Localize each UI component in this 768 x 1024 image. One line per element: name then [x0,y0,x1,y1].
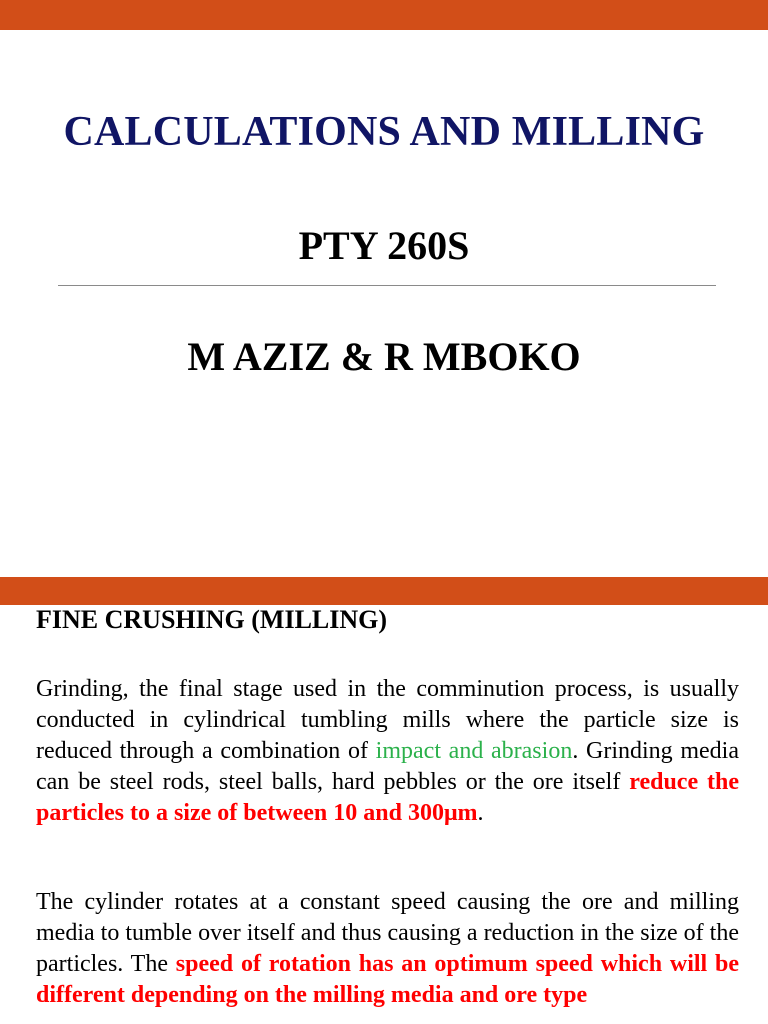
highlight-red: speed of rotation has an optimum speed which will be different depending on the milling media and ore type [36,951,740,1008]
highlight-green: impact and abrasion [375,738,573,764]
paragraph-rotation [36,887,739,1011]
section-heading: FINE CRUSHING (MILLING) [36,605,388,634]
paragraph-text: . Grinding media can be steel rods, steel balls, hard pebbles or the ore itself [36,738,739,795]
slide-title: CALCULATIONS AND MILLING [63,109,705,155]
paragraph-text: Grinding, the final stage used in the comminution process, is usually conducted in cylindrical tumbling mills where the particle size is reduced through a combination of [36,676,739,764]
content-slide [0,605,768,1024]
paragraph-grinding [36,674,739,829]
divider-line [58,285,716,286]
paragraph-text: The cylinder rotates at a constant speed causing the ore and milling media to tumble over itself and thus causing a reduction in the size of the particles. The [36,889,739,977]
highlight-red: reduce the particles to a size of between 10 and 300μm [36,769,739,826]
top-accent-bar [0,0,768,30]
authors: M AZIZ & R MBOKO [187,334,581,379]
course-code: PTY 260S [298,223,470,268]
slide-accent-bar [0,577,768,605]
paragraph-text: . [477,800,484,826]
